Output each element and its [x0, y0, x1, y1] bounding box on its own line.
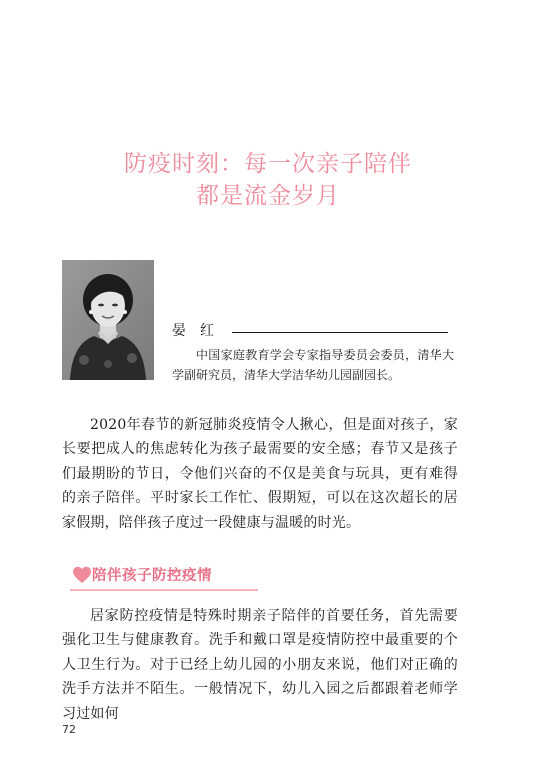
section-heading: 陪伴孩子防控疫情 [92, 568, 212, 584]
heart-icon [72, 565, 92, 585]
author-bio: 中国家庭教育学会专家指导委员会委员，清华大学副研究员，清华大学洁华幼儿园副园长。 [172, 348, 454, 382]
author-portrait-image [62, 260, 154, 380]
article-title-line-2: 都是流金岁月 [196, 183, 340, 209]
body-paragraph-2: 居家防控疫情是特殊时期亲子陪伴的首要任务，首先需要强化卫生与健康教育。洗手和戴口罩是疫情防控中最重要的个人卫生行为。对于已经上幼儿园的小朋友来说，他们对正确的洗手方法并不陌生。一般情况下，幼儿入园之后都跟着老师学习过如何 [62, 608, 458, 722]
author-name: 晏红 [172, 323, 228, 339]
section-heading-underline [70, 589, 258, 591]
body-paragraph-1: 2020年春节的新冠肺炎疫情令人揪心，但是面对孩子，家长要把成人的焦虑转化为孩子最需要的安全感；春节又是孩子们最期盼的节日，令他们兴奋的不仅是美食与玩具，更有难得的亲子陪伴。平时家长工作忙、假期短，可以在这次超长的居家假期，陪伴孩子度过一段健康与温暖的时光。 [62, 417, 458, 531]
author-photo [62, 260, 154, 380]
author-divider-line [232, 332, 448, 333]
article-title-line-1: 防疫时刻：每一次亲子陪伴 [124, 151, 412, 177]
page-number: 72 [62, 723, 76, 736]
